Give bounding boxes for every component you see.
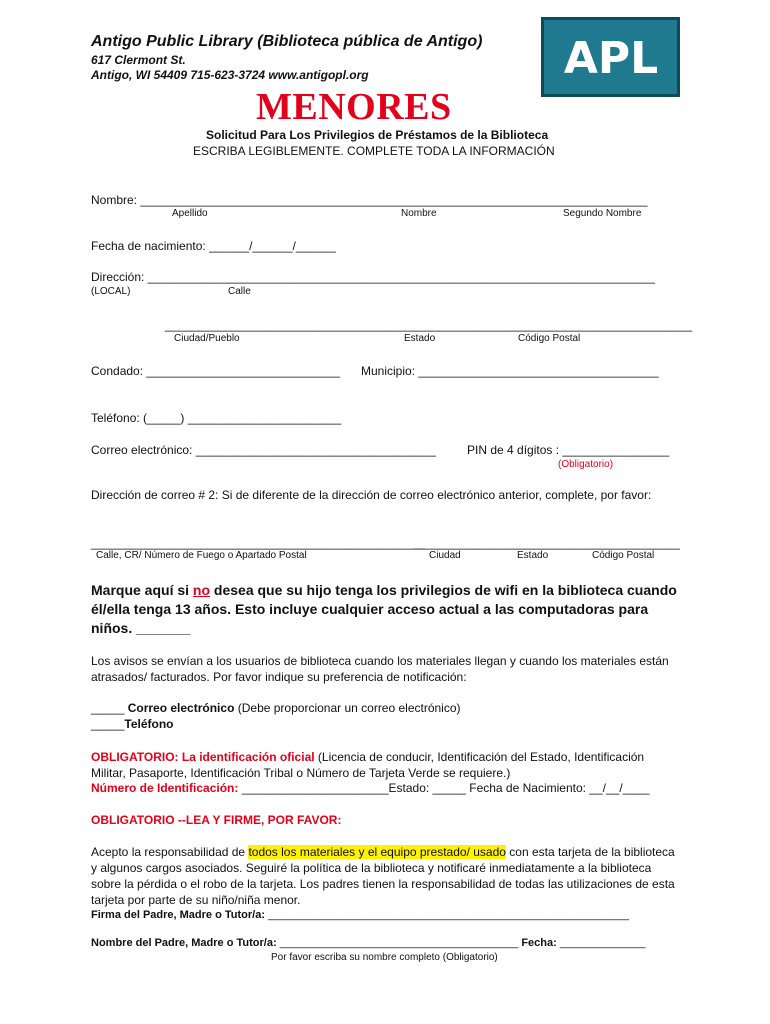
form-instructions: ESCRIBA LEGIBLEMENTE. COMPLETE TODA LA INFORMACIÓN: [193, 144, 555, 158]
nombre-padre-note: Por favor escriba su nombre completo (Obligatorio): [271, 952, 498, 963]
correo-field[interactable]: Correo electrónico: ____________________________________: [91, 443, 436, 457]
responsibility-highlight: todos los materiales y el equipo prestado/ usado: [248, 845, 506, 859]
logo-text: APL: [563, 33, 658, 84]
fecha-firma-label: Fecha:: [521, 937, 557, 949]
ciudad-field[interactable]: _______________________________________________________________________________: [165, 318, 693, 332]
page-title: MENORES: [256, 86, 452, 128]
notices-text: Los avisos se envían a los usuarios de biblioteca cuando los materiales llegan y cuando los materiales están atrasados/ facturados. Por favor indique su preferencia de notificación:: [91, 654, 669, 684]
nombre-padre-line: _______________________________________: [276, 937, 522, 949]
nombre-field[interactable]: Nombre: ____________________________________________________________________________: [91, 193, 648, 207]
correo2-ciudad-label: Ciudad: [429, 550, 461, 561]
ciudad-pueblo-label: Ciudad/Pueblo: [174, 333, 240, 344]
responsibility-text: [91, 844, 683, 908]
firma-line: ___________________________________________________________: [265, 909, 629, 921]
nombre-padre-field[interactable]: [91, 937, 646, 949]
firma-field[interactable]: [91, 909, 629, 921]
sign-heading: OBLIGATORIO --LEA Y FIRME, POR FAVOR:: [91, 813, 342, 827]
municipio-field[interactable]: Municipio: ____________________________________: [361, 364, 659, 378]
notice-phone-option[interactable]: [91, 717, 173, 731]
id-heading: OBLIGATORIO: La identificación oficial: [91, 750, 315, 764]
nombre-padre-label: Nombre del Padre, Madre o Tutor/a:: [91, 937, 277, 949]
correo2-calle-label: Calle, CR/ Número de Fuego o Apartado Postal: [96, 550, 307, 561]
responsibility-post: con esta tarjeta de la biblioteca y algunos cargos asociados. Seguiré la política de la biblioteca y notificaré inmediatamente a la biblioteca sobre la pérdida o el robo de la tarjeta. Los padres tienen la responsabilidad de todas las utilizaciones de esta tarjeta por parte de su niño/niña menor.: [91, 845, 675, 907]
calle-label: Calle: [228, 286, 251, 297]
id-number-label: Número de Identificación:: [91, 781, 239, 795]
fecha-nacimiento-field[interactable]: Fecha de nacimiento: ______/______/______: [91, 239, 336, 253]
id-text: (Licencia de conducir, Identificación del Estado, Identificación Militar, Pasaporte, Identificación Tribal o Número de Tarjeta Verde se requiere.): [91, 750, 645, 780]
correo2-estado-label: Estado: [517, 550, 549, 561]
pin-field[interactable]: PIN de 4 dígitos : ________________: [467, 443, 670, 457]
wifi-text-post: desea que su hijo tenga los privilegios de wifi en la biblioteca cuando él/ella tenga 13 años. Esto incluye cualquier acceso actual a las computadoras para niños. _______: [91, 582, 677, 636]
segundo-nombre-label: Segundo Nombre: [563, 208, 642, 219]
apl-logo: [541, 17, 680, 97]
notice-email-blank: _____: [91, 701, 128, 715]
notice-phone-blank: _____: [91, 717, 125, 731]
wifi-optout[interactable]: [91, 581, 681, 638]
library-street: 617 Clermont St.: [91, 53, 186, 67]
id-number-field[interactable]: [91, 781, 649, 795]
telefono-field[interactable]: Teléfono: (_____) _______________________: [91, 411, 342, 425]
estado-label: Estado: [404, 333, 436, 344]
form-subtitle: Solicitud Para Los Privilegios de Préstamos de la Biblioteca: [206, 128, 549, 142]
direccion-field[interactable]: Dirección: ____________________________________________________________________________: [91, 270, 655, 284]
condado-field[interactable]: Condado: _____________________________: [91, 364, 340, 378]
library-name: Antigo Public Library (Biblioteca pública de Antigo): [91, 33, 483, 50]
id-number-rest: ______________________Estado: _____ Fecha de Nacimiento: __/__/____: [238, 781, 650, 795]
notice-email-option[interactable]: [91, 701, 461, 715]
fecha-firma-line: ______________: [556, 937, 646, 949]
correo2-calle-field[interactable]: __________________________________________________: [91, 536, 425, 550]
codigo-postal-label: Código Postal: [518, 333, 581, 344]
wifi-no-emphasis: no: [192, 582, 211, 598]
correo2-ciudad-field[interactable]: ________________________________________: [413, 536, 680, 550]
library-city-line: Antigo, WI 54409 715-623-3724 www.antigopl.org: [91, 68, 369, 82]
notice-email-label: Correo electrónico: [127, 701, 235, 715]
nombre-label: Nombre: [401, 208, 437, 219]
firma-label: Firma del Padre, Madre o Tutor/a:: [91, 909, 265, 921]
notice-email-note: (Debe proporcionar un correo electrónico): [234, 701, 461, 715]
apl-logo-icon: [551, 27, 671, 87]
wifi-text-pre: Marque aquí si: [91, 582, 193, 598]
obligatorio-tag: (Obligatorio): [558, 459, 614, 470]
direccion-local-label: (LOCAL): [91, 286, 131, 297]
id-requirement: [91, 749, 681, 781]
correo2-instructions: Dirección de correo # 2: Si de diferente de la dirección de correo electrónico anterior, complete, por favor:: [91, 488, 652, 502]
responsibility-pre: Acepto la responsabilidad de: [91, 845, 249, 859]
apellido-label: Apellido: [172, 208, 208, 219]
notice-phone-label: Teléfono: [124, 717, 174, 731]
correo2-postal-label: Código Postal: [592, 550, 655, 561]
